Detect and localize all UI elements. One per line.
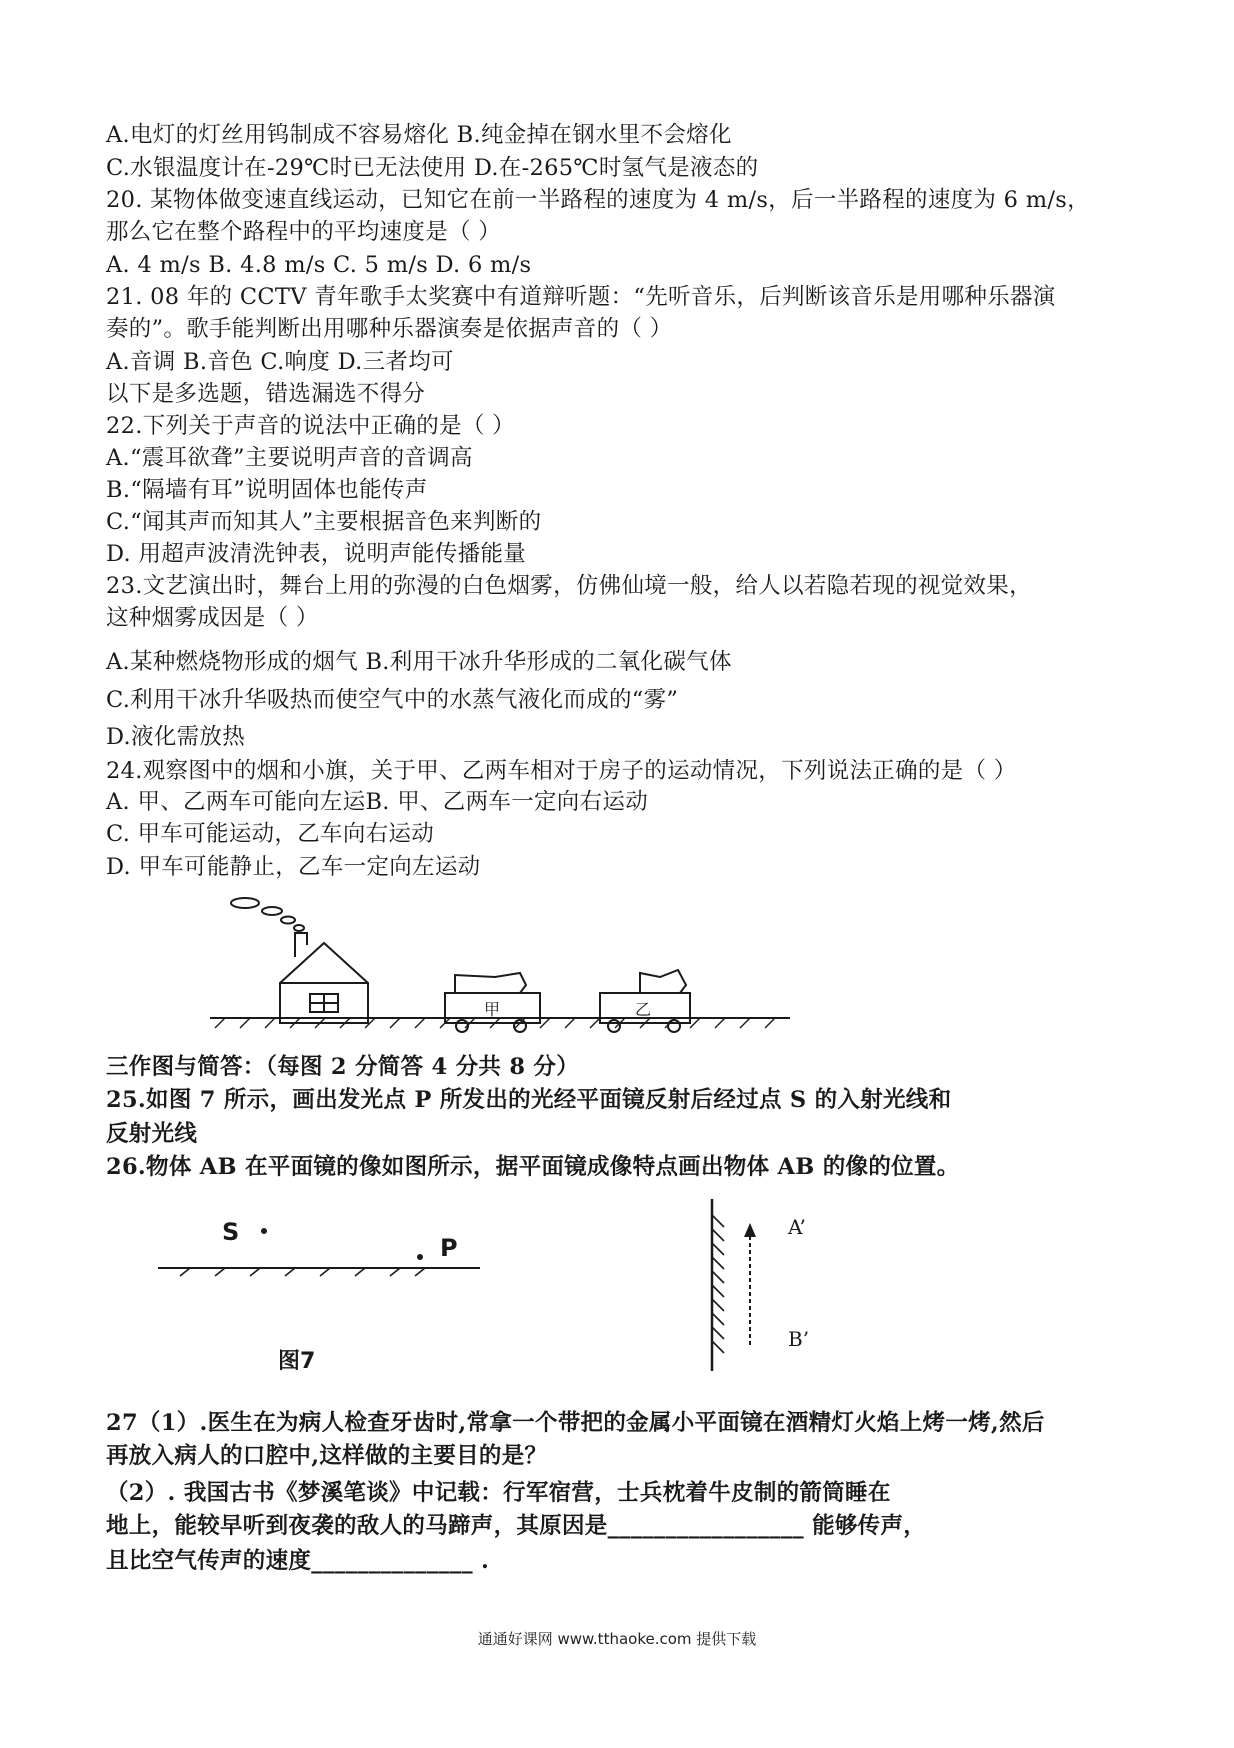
smoke-puff (231, 898, 259, 908)
option-line-19cd: C.水银温度计在-29℃时已无法使用 D.在-265℃时氢气是液态的 (106, 155, 759, 181)
question-22-option-a: A.“震耳欲聋”主要说明声音的音调高 (106, 445, 473, 471)
section-three-heading: 三作图与简答：（每图 2 分简答 4 分共 8 分） (106, 1054, 580, 1080)
page-footer: 通通好课网 www.tthaoke.com 提供下载 (477, 1630, 757, 1648)
smoke-puff (294, 925, 304, 931)
question-23-line-2: 这种烟雾成因是（ ） (106, 605, 319, 631)
point-s (261, 1228, 267, 1234)
question-26-stem: 26.物体 AB 在平面镜的像如图所示，据平面镜成像特点画出物体 AB 的像的位置。 (106, 1154, 960, 1180)
question-22-option-d: D. 用超声波清洗钟表，说明声能传播能量 (106, 541, 527, 567)
question-24-option-d: D. 甲车可能静止，乙车一定向左运动 (106, 854, 481, 880)
question-27-part2-line-1: （2）. 我国古书《梦溪笔谈》中记载：行军宿营，士兵枕着牛皮制的箭筒睡在 (106, 1480, 891, 1506)
question-23-line-1: 23.文艺演出时，舞台上用的弥漫的白色烟雾，仿佛仙境一般，给人以若隐若现的视觉效果， (106, 573, 1032, 599)
house-roof (280, 943, 368, 983)
question-20-line-1: 20. 某物体做变速直线运动，已知它在前一半路程的速度为 4 m/s，后一半路程的速度为 6 m/s， (106, 187, 1090, 213)
option-line-19ab: A.电灯的灯丝用钨制成不容易熔化 B.纯金掉在钢水里不会熔化 (106, 122, 732, 148)
question-23-options-ab: A.某种燃烧物形成的烟气 B.利用干冰升华形成的二氧化碳气体 (106, 649, 732, 675)
question-22-stem: 22.下列关于声音的说法中正确的是（ ） (106, 413, 515, 439)
question-21-line-2: 奏的”。歌手能判断出用哪种乐器演奏是依据声音的（ ） (106, 316, 673, 342)
point-p-label: P (440, 1234, 458, 1262)
figure-26-mirror-image (700, 1195, 840, 1375)
figure-house-and-carts (210, 895, 790, 1035)
smoke-puff (262, 907, 282, 915)
point-a-prime-label: A’ (788, 1215, 806, 1239)
image-arrow-head (744, 1223, 756, 1237)
point-b-prime-label: B’ (788, 1327, 810, 1351)
cart-yi-label: 乙 (634, 1000, 652, 1019)
question-23-option-c: C.利用干冰升华吸热而使空气中的水蒸气液化而成的“雾” (106, 687, 679, 713)
point-p (417, 1254, 423, 1260)
chimney (295, 933, 307, 957)
cart-jia-flag (455, 973, 526, 993)
question-25-line-1: 25.如图 7 所示，画出发光点 P 所发出的光经平面镜反射后经过点 S 的入射光线和 (106, 1087, 952, 1113)
question-22-option-b: B.“隔墙有耳”说明固体也能传声 (106, 477, 428, 503)
figure-7-mirror (150, 1210, 490, 1380)
question-23-option-d: D.液化需放热 (106, 724, 245, 750)
question-27-part1-line-1: 27（1）.医生在为病人检查牙齿时,常拿一个带把的金属小平面镜在酒精灯火焰上烤一烤,然后 (106, 1410, 1045, 1436)
question-27-part2-line-2: 地上，能较早听到夜袭的敌人的马蹄声，其原因是_________________ 能够传声， (106, 1513, 927, 1539)
smoke-puff (281, 917, 295, 924)
cart-yi-flag (640, 970, 686, 993)
question-20-line-2: 那么它在整个路程中的平均速度是（ ） (106, 219, 502, 245)
cart-jia-label: 甲 (483, 1000, 501, 1019)
question-24-stem: 24.观察图中的烟和小旗，关于甲、乙两车相对于房子的运动情况，下列说法正确的是（ ） (106, 758, 1017, 784)
question-21-line-1: 21. 08 年的 CCTV 青年歌手太奖赛中有道辩听题：“先听音乐，后判断该音乐是用哪种乐器演 (106, 284, 1056, 310)
question-27-part1-line-2: 再放入病人的口腔中,这样做的主要目的是？ (106, 1443, 548, 1469)
point-s-label: S (222, 1218, 240, 1246)
question-24-option-a-b: A. 甲、乙两车可能向左运B. 甲、乙两车一定向右运动 (106, 789, 648, 815)
question-24-option-c: C. 甲车可能运动，乙车向右运动 (106, 821, 435, 847)
question-22-option-c: C.“闻其声而知其人”主要根据音色来判断的 (106, 509, 542, 535)
question-21-options: A.音调 B.音色 C.响度 D.三者均可 (106, 349, 454, 375)
multi-choice-note: 以下是多选题，错选漏选不得分 (106, 381, 426, 407)
question-20-options: A. 4 m/s B. 4.8 m/s C. 5 m/s D. 6 m/s (106, 252, 532, 278)
figure-7-caption: 图7 (278, 1349, 316, 1374)
question-27-part2-line-3: 且比空气传声的速度______________ . (106, 1548, 490, 1574)
question-25-line-2: 反射光线 (106, 1121, 198, 1147)
